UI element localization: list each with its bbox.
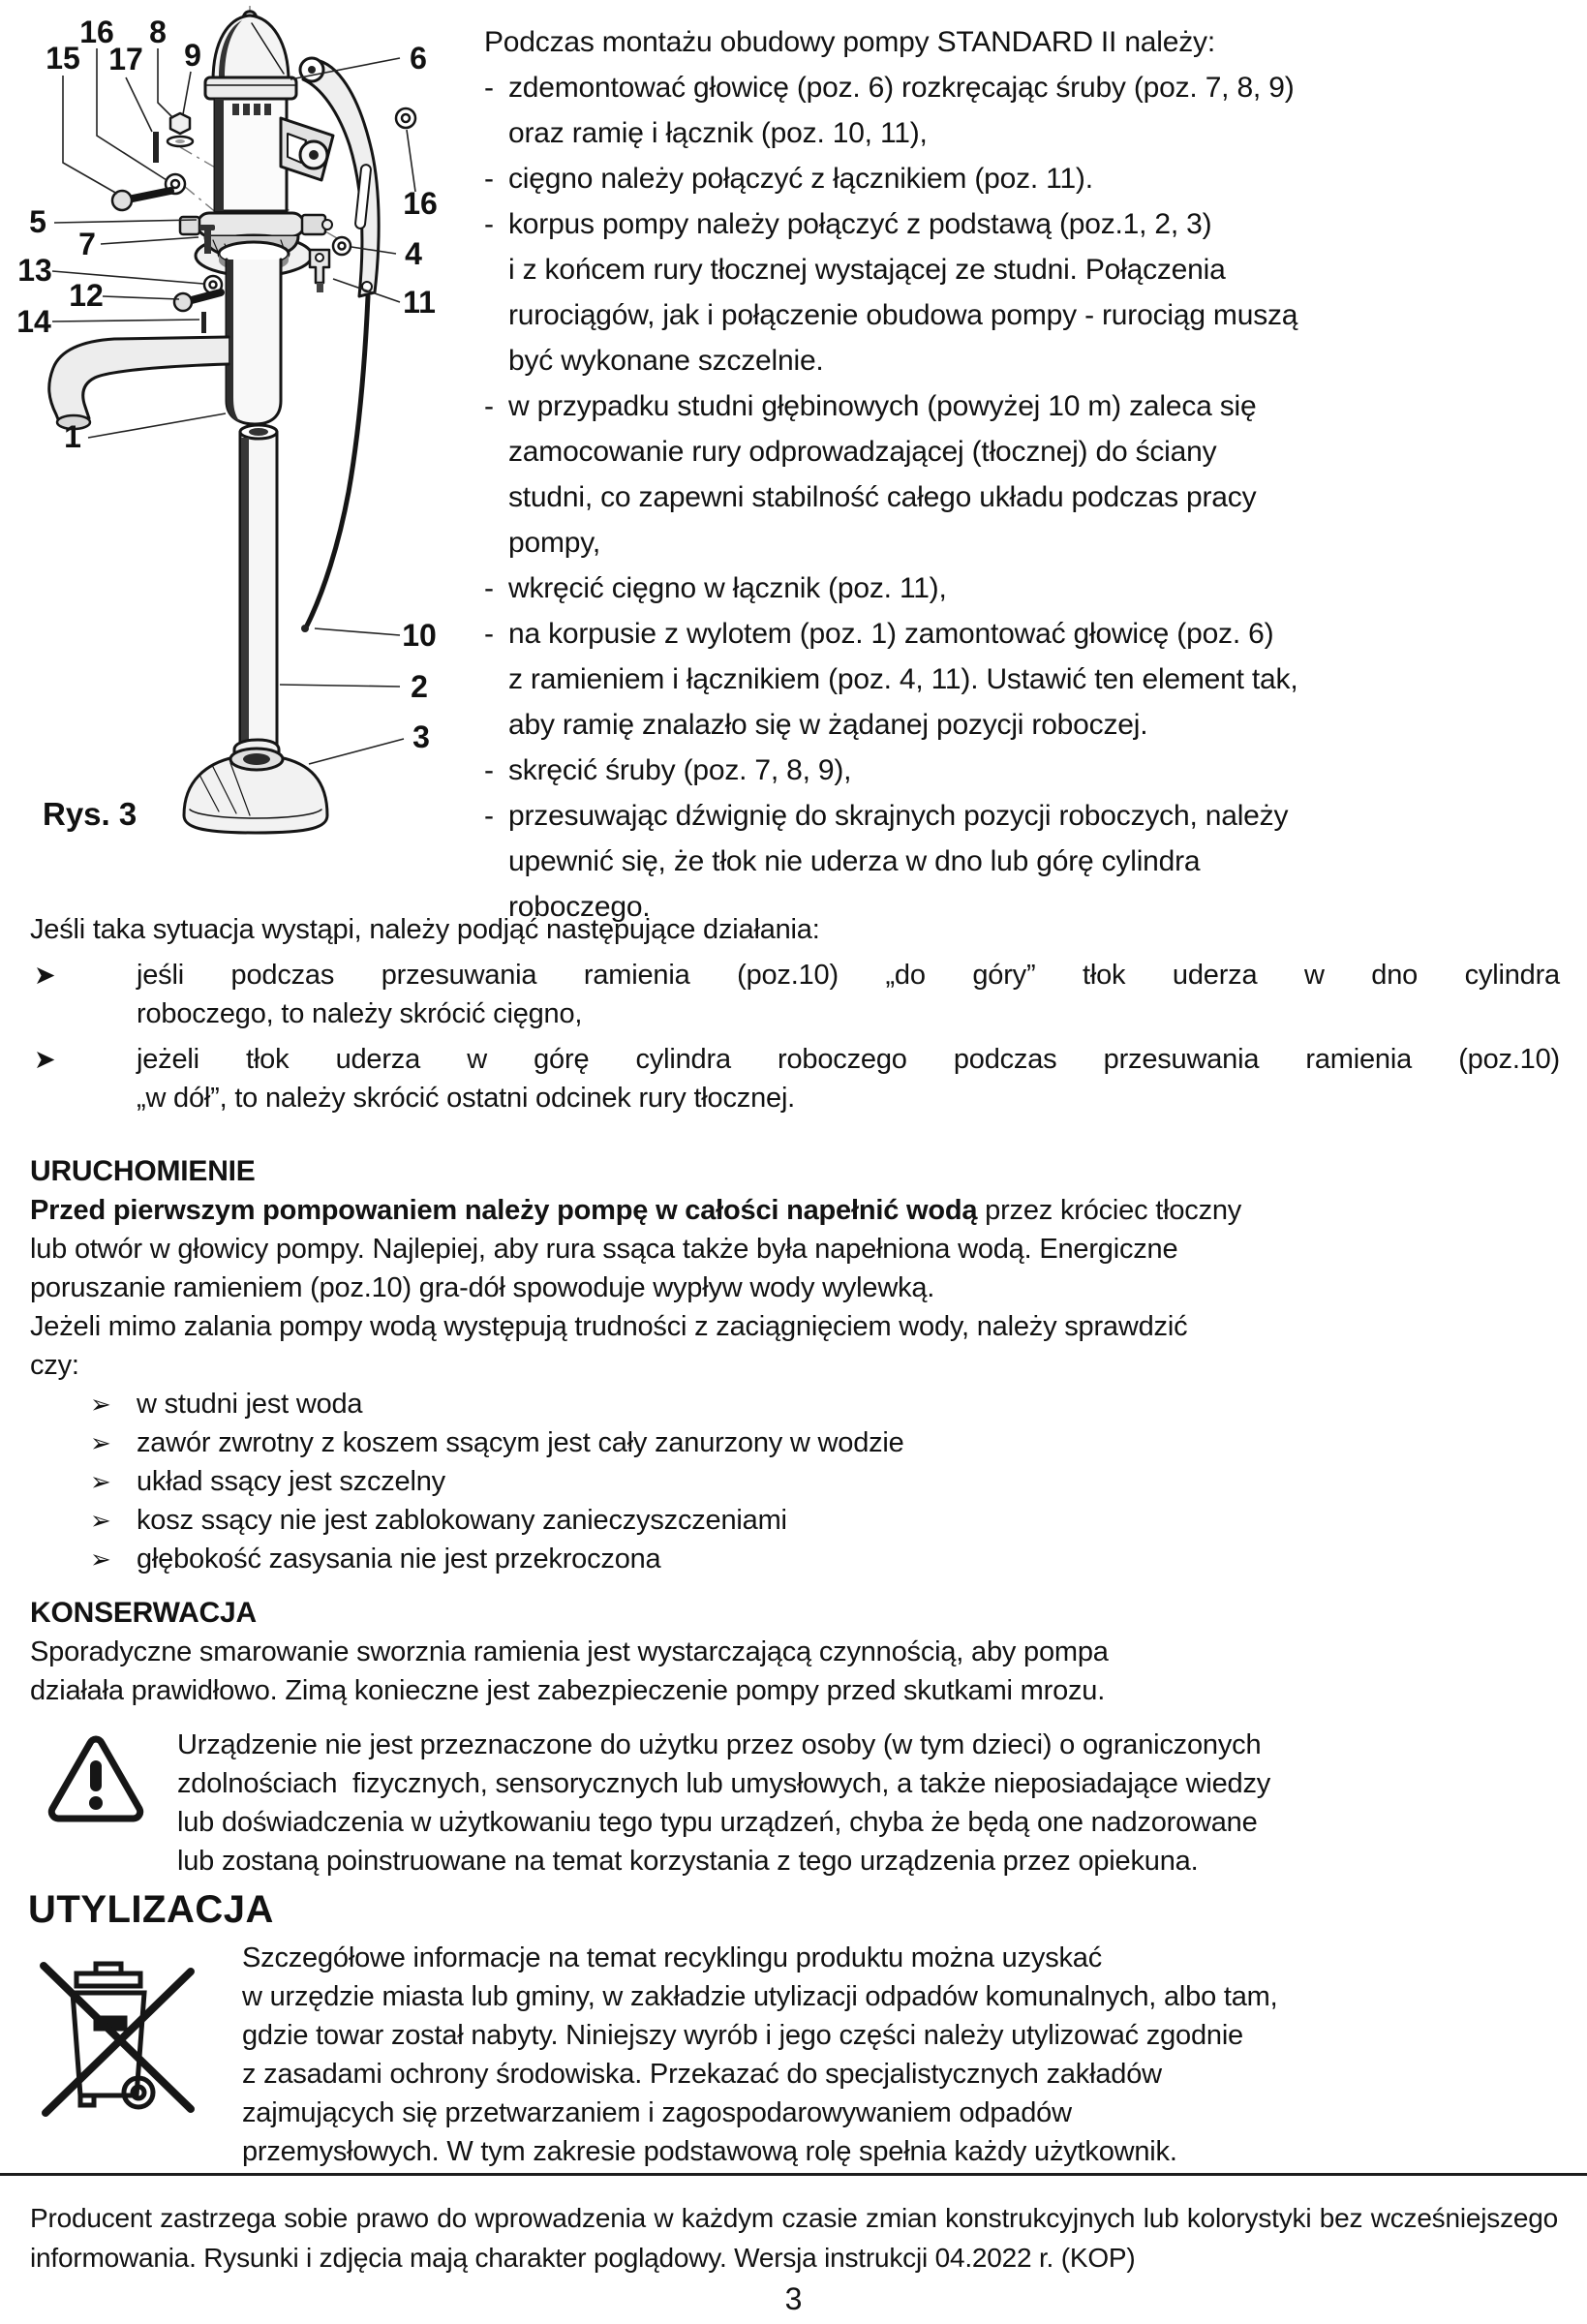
disposal-line: w urzędzie miasta lub gminy, w zakładzie utylizacji odpadów komunalnych, albo tam, bbox=[242, 1981, 1278, 2012]
disposal-line: przemysłowych. W tym zakresie podstawową rolę spełnia każdy użytkownik. bbox=[242, 2136, 1177, 2167]
arrow-bullet-icon: ➢ bbox=[90, 1544, 111, 1574]
dash-marker: - bbox=[484, 618, 494, 650]
crossed-out-bin-icon bbox=[36, 1954, 198, 2127]
warning-line: zdolnościach fizycznych, sensorycznych lub umysłowych, a także nieposiadające wiedzy bbox=[177, 1768, 1271, 1799]
step-line: korpus pompy należy połączyć z podstawą (poz.1, 2, 3) bbox=[508, 208, 1212, 240]
callout-label: 14 bbox=[16, 304, 51, 339]
dash-marker: - bbox=[484, 754, 494, 786]
step-line: pompy, bbox=[508, 527, 600, 559]
step-line: upewnić się, że tłok nie uderza w dno lub górę cylindra bbox=[508, 845, 1201, 877]
step-line: rurociągów, jak i połączenie obudowa pompy - rurociąg muszą bbox=[508, 299, 1298, 331]
nut-part bbox=[170, 113, 190, 134]
callout-label: 15 bbox=[46, 41, 80, 76]
adjustment-case bbox=[30, 956, 1560, 1033]
maintenance-line: Sporadyczne smarowanie sworznia ramienia jest wystarczającą czynnością, aby pompa bbox=[30, 1636, 1109, 1667]
pump-diagram bbox=[0, 0, 465, 852]
clamp-band bbox=[198, 213, 304, 236]
step-line: i z końcem rury tłocznej wystającej ze studni. Połączenia bbox=[508, 254, 1226, 286]
washer-part bbox=[333, 237, 351, 255]
arrow-bullet-icon: ➤ bbox=[34, 961, 56, 990]
startup-section bbox=[30, 1152, 1562, 1578]
maintenance-heading: KONSERWACJA bbox=[30, 1597, 257, 1629]
callout-label: 6 bbox=[410, 41, 427, 76]
page-number: 3 bbox=[784, 2281, 803, 2316]
callout-label: 11 bbox=[403, 285, 436, 320]
figure-caption: Rys. 3 bbox=[43, 796, 137, 832]
pin-part bbox=[153, 132, 159, 163]
assembly-step bbox=[484, 65, 1573, 156]
warning-triangle-icon bbox=[47, 1733, 144, 1833]
callout-label: 17 bbox=[108, 42, 143, 76]
callout-label: 13 bbox=[17, 253, 52, 288]
step-line: studni, co zapewni stabilność całego układu podczas pracy bbox=[508, 481, 1257, 513]
callout-label: 16 bbox=[403, 186, 438, 221]
bolt-part bbox=[188, 292, 221, 301]
dash-marker: - bbox=[484, 208, 494, 240]
assembly-step bbox=[484, 383, 1573, 566]
step-line: roboczego. bbox=[508, 891, 651, 923]
assembly-step bbox=[484, 793, 1573, 930]
arrow-bullet-icon: ➢ bbox=[90, 1428, 111, 1457]
arrow-bullet-icon: ➢ bbox=[90, 1467, 111, 1496]
pump-lower-body bbox=[227, 260, 281, 424]
dash-marker: - bbox=[484, 72, 494, 104]
tie-rod bbox=[307, 296, 368, 626]
assembly-step bbox=[484, 611, 1573, 748]
startup-line: poruszanie ramieniem (poz.10) gra-dół spowoduje wypływ wody wylewką. bbox=[30, 1272, 935, 1303]
callout-label: 8 bbox=[149, 15, 167, 49]
callout-label: 1 bbox=[64, 419, 81, 454]
callout-label: 9 bbox=[184, 38, 201, 73]
footer-note bbox=[30, 2198, 1558, 2278]
startup-line-rest: przez króciec tłoczny bbox=[977, 1195, 1242, 1226]
step-line: zamocowanie rury odprowadzającej (tłocznej) do ściany bbox=[508, 436, 1217, 468]
washer-part bbox=[396, 108, 415, 128]
step-line: skręcić śruby (poz. 7, 8, 9), bbox=[508, 754, 852, 786]
footer-line: Producent zastrzega sobie prawo do wprowadzenia w każdym czasie zmian konstrukcyjnych lub kolorystyki bez wcześniejszego bbox=[30, 2203, 1558, 2233]
spout bbox=[49, 337, 229, 424]
disposal-line: Szczegółowe informacje na temat recyklingu produktu można uzyskać bbox=[242, 1942, 1103, 1973]
callout-label: 2 bbox=[411, 669, 428, 704]
check-label: kosz ssący nie jest zablokowany zanieczyszczeniami bbox=[137, 1505, 787, 1536]
step-line: cięgno należy połączyć z łącznikiem (poz. 11). bbox=[508, 163, 1093, 195]
adjustment-case bbox=[30, 1040, 1560, 1117]
footer-divider bbox=[0, 2173, 1587, 2176]
disposal-text bbox=[242, 1939, 1526, 2171]
adjustment-section bbox=[30, 910, 1560, 1117]
dash-marker: - bbox=[484, 390, 494, 422]
step-line: aby ramię znalazło się w żądanej pozycji roboczej. bbox=[508, 709, 1148, 741]
figure-rys-3 bbox=[0, 0, 465, 852]
callout-label: 7 bbox=[78, 227, 96, 261]
case-line: jeżeli tłok uderza w górę cylindra roboczego podczas przesuwania ramienia (poz.10) bbox=[137, 1044, 1560, 1075]
dash-marker: - bbox=[484, 163, 494, 195]
case-line: jeśli podczas przesuwania ramienia (poz.10) „do góry” tłok uderza w dno cylindra bbox=[137, 960, 1560, 991]
assembly-step bbox=[484, 201, 1573, 383]
check-item bbox=[30, 1501, 1562, 1540]
pin-part bbox=[201, 312, 206, 333]
check-label: zawór zwrotny z koszem ssącym jest cały zanurzony w wodzie bbox=[137, 1427, 904, 1458]
maintenance-line: działała prawidłowo. Zimą konieczne jest zabezpieczenie pompy przed skutkami mrozu. bbox=[30, 1675, 1106, 1706]
bolt-part bbox=[128, 191, 170, 199]
check-item bbox=[30, 1462, 1562, 1501]
startup-heading: URUCHOMIENIE bbox=[30, 1155, 256, 1187]
callout-label: 3 bbox=[412, 719, 430, 754]
arrow-bullet-icon: ➢ bbox=[90, 1390, 111, 1419]
callout-label: 5 bbox=[29, 204, 46, 239]
assembly-intro: Podczas montażu obudowy pompy STANDARD II należy: bbox=[484, 26, 1215, 58]
footer-line: informowania. Rysunki i zdjęcia mają charakter poglądowy. Wersja instrukcji 04.2022 r. (KOP) bbox=[30, 2243, 1136, 2273]
callout-label: 4 bbox=[405, 236, 422, 271]
step-line: na korpusie z wylotem (poz. 1) zamontować głowicę (poz. 6) bbox=[508, 618, 1274, 650]
warning-line: lub doświadczenia w użytkowaniu tego typu urządzeń, chyba że będą one nadzorowane bbox=[177, 1807, 1258, 1838]
disposal-line: gdzie towar został nabyty. Niniejszy wyrób i jego części należy utylizować zgodnie bbox=[242, 2020, 1243, 2051]
startup-line: lub otwór w głowicy pompy. Najlepiej, aby rura ssąca także była napełniona wodą. Energiczne bbox=[30, 1234, 1178, 1265]
startup-bold-phrase: Przed pierwszym pompowaniem należy pompę w całości napełnić wodą bbox=[30, 1195, 978, 1226]
adjustment-intro: Jeśli taka sytuacja wystąpi, należy podjąć następujące działania: bbox=[30, 914, 820, 945]
check-label: w studni jest woda bbox=[137, 1389, 363, 1420]
dash-marker: - bbox=[484, 800, 494, 832]
assembly-instructions bbox=[484, 19, 1573, 930]
disposal-line: zajmujących się przetwarzaniem i zagospodarowywaniem odpadów bbox=[242, 2097, 1072, 2128]
step-line: z ramieniem i łącznikiem (poz. 4, 11). Ustawić ten element tak, bbox=[508, 663, 1298, 695]
disposal-heading: UTYLIZACJA bbox=[28, 1888, 274, 1931]
step-line: zdemontować głowicę (poz. 6) rozkręcając śruby (poz. 7, 8, 9) bbox=[508, 72, 1295, 104]
warning-line: lub zostaną poinstruowane na temat korzystania z tego urządzenia przez opiekuna. bbox=[177, 1846, 1199, 1877]
check-label: głębokość zasysania nie jest przekroczona bbox=[137, 1544, 661, 1575]
case-line: „w dół”, to należy skrócić ostatni odcinek rury tłocznej. bbox=[137, 1083, 796, 1114]
startup-paragraph bbox=[30, 1191, 1562, 1385]
startup-line: czy: bbox=[30, 1350, 79, 1381]
check-item bbox=[30, 1540, 1562, 1578]
case-line: roboczego, to należy skrócić cięgno, bbox=[137, 998, 583, 1029]
assembly-step bbox=[484, 748, 1573, 793]
step-line: być wykonane szczelnie. bbox=[508, 345, 824, 377]
dash-marker: - bbox=[484, 572, 494, 604]
assembly-step bbox=[484, 566, 1573, 611]
startup-line bbox=[30, 1191, 1562, 1230]
maintenance-section bbox=[30, 1594, 1562, 1710]
warning-line: Urządzenie nie jest przeznaczone do użytku przez osoby (w tym dzieci) o ograniczonych bbox=[177, 1729, 1262, 1760]
disposal-line: z zasadami ochrony środowiska. Przekazać do specjalistycznych zakładów bbox=[242, 2059, 1162, 2090]
check-item bbox=[30, 1423, 1562, 1462]
assembly-step bbox=[484, 156, 1573, 201]
callout-label: 16 bbox=[79, 15, 114, 49]
callout-label: 10 bbox=[402, 618, 437, 653]
check-item bbox=[30, 1385, 1562, 1423]
check-label: układ ssący jest szczelny bbox=[137, 1466, 445, 1497]
arrow-bullet-icon: ➤ bbox=[34, 1045, 56, 1074]
warning-text bbox=[177, 1726, 1565, 1881]
warning-section bbox=[30, 1726, 1565, 1881]
disposal-section bbox=[30, 1939, 1526, 2171]
step-line: przesuwając dźwignię do skrajnych pozycji roboczych, należy bbox=[508, 800, 1289, 832]
arrow-bullet-icon: ➢ bbox=[90, 1506, 111, 1535]
callout-label: 12 bbox=[69, 278, 104, 313]
startup-line: Jeżeli mimo zalania pompy wodą występują trudności z zaciągnięciem wody, należy sprawdzić bbox=[30, 1311, 1188, 1342]
step-line: w przypadku studni głębinowych (powyżej 10 m) zaleca się bbox=[508, 390, 1257, 422]
step-line: oraz ramię i łącznik (poz. 10, 11), bbox=[508, 117, 928, 149]
step-line: wkręcić cięgno w łącznik (poz. 11), bbox=[508, 572, 947, 604]
pump-body bbox=[215, 99, 287, 211]
